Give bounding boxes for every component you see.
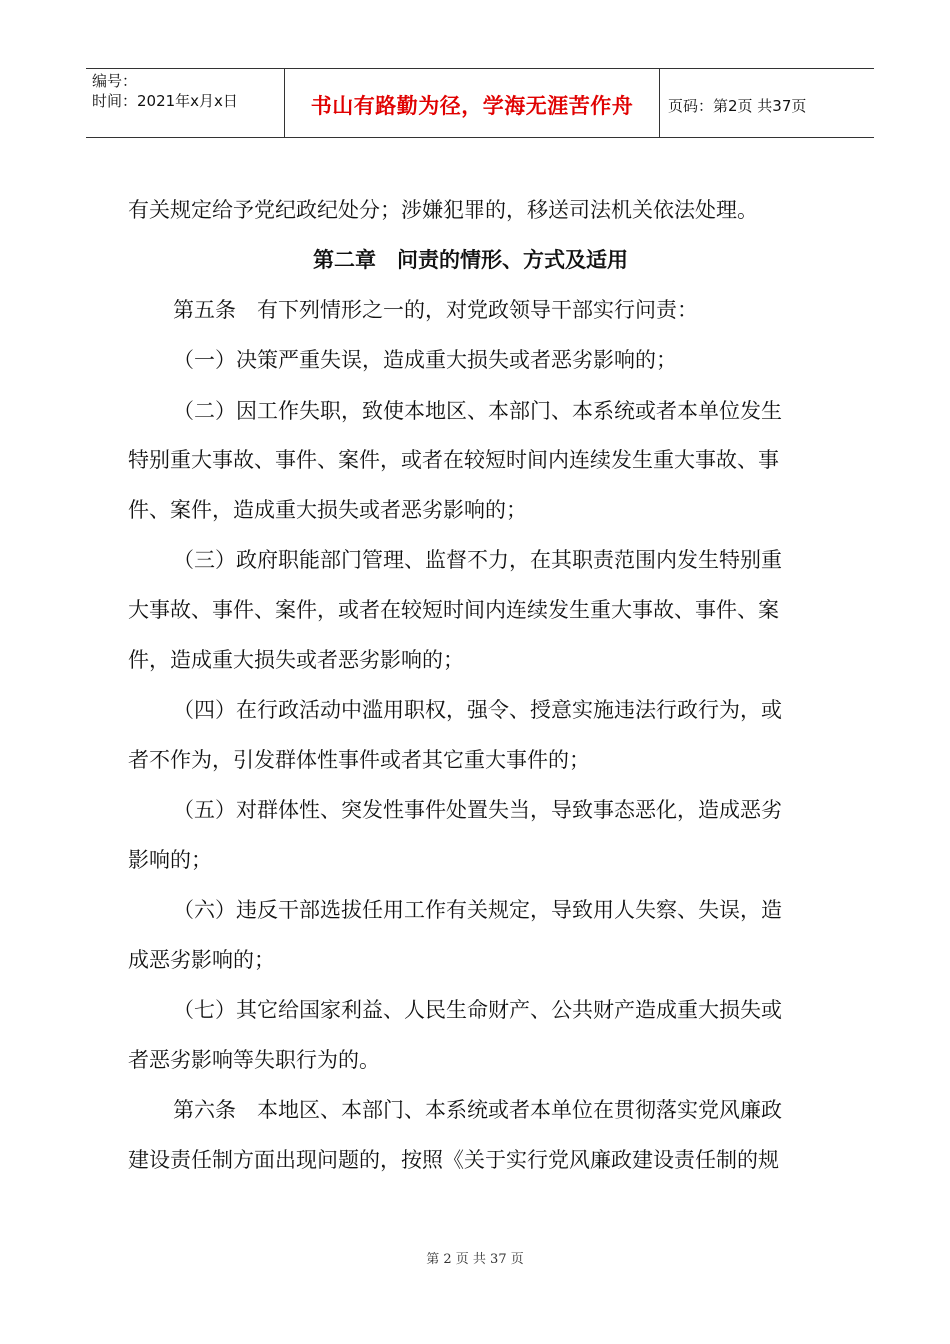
body-line: 影响的； xyxy=(128,848,212,872)
article-line: 第六条 本地区、本部门、本系统或者本单位在贯彻落实党风廉政 xyxy=(173,1098,782,1122)
header-meta xyxy=(86,69,285,137)
body-line: 建设责任制方面出现问题的，按照《关于实行党风廉政建设责任制的规 xyxy=(128,1148,779,1172)
body-line: 特别重大事故、事件、案件，或者在较短时间内连续发生重大事故、事 xyxy=(128,448,779,472)
body-line: （六）违反干部选拔任用工作有关规定，导致用人失察、失误，造 xyxy=(173,898,782,922)
body-line: （四）在行政活动中滥用职权，强令、授意实施违法行政行为，或 xyxy=(173,698,782,722)
body-line: （二）因工作失职，致使本地区、本部门、本系统或者本单位发生 xyxy=(173,399,782,423)
body-line: 成恶劣影响的； xyxy=(128,948,275,972)
body-line: 者不作为，引发群体性事件或者其它重大事件的； xyxy=(128,748,590,772)
document-time-label: 时间：2021年x月x日 xyxy=(92,92,238,110)
article-line: 第五条 有下列情形之一的，对党政领导干部实行问责： xyxy=(173,298,698,322)
document-header xyxy=(86,68,874,138)
header-page-info: 页码：第2页 共37页 xyxy=(668,96,807,115)
page-footer: 第 2 页 共 37 页 xyxy=(426,1252,524,1267)
body-line: 者恶劣影响等失职行为的。 xyxy=(128,1048,380,1072)
body-line: 件、案件，造成重大损失或者恶劣影响的； xyxy=(128,498,527,522)
body-line: （七）其它给国家利益、人民生命财产、公共财产造成重大损失或 xyxy=(173,998,782,1022)
header-motto-cell xyxy=(285,69,660,137)
body-line: 件，造成重大损失或者恶劣影响的； xyxy=(128,648,464,672)
body-line: （三）政府职能部门管理、监督不力，在其职责范围内发生特别重 xyxy=(173,548,782,572)
chapter-heading: 第二章 问责的情形、方式及适用 xyxy=(313,248,628,272)
body-line: （一）决策严重失误，造成重大损失或者恶劣影响的； xyxy=(173,348,677,372)
header-page-cell xyxy=(660,69,874,137)
header-motto: 书山有路勤为径，学海无涯苦作舟 xyxy=(310,94,634,118)
body-line: 有关规定给予党纪政纪处分；涉嫌犯罪的，移送司法机关依法处理。 xyxy=(128,198,758,222)
body-line: （五）对群体性、突发性事件处置失当，导致事态恶化，造成恶劣 xyxy=(173,798,782,822)
body-line: 大事故、事件、案件，或者在较短时间内连续发生重大事故、事件、案 xyxy=(128,598,779,622)
document-number-label: 编号： xyxy=(92,72,138,90)
